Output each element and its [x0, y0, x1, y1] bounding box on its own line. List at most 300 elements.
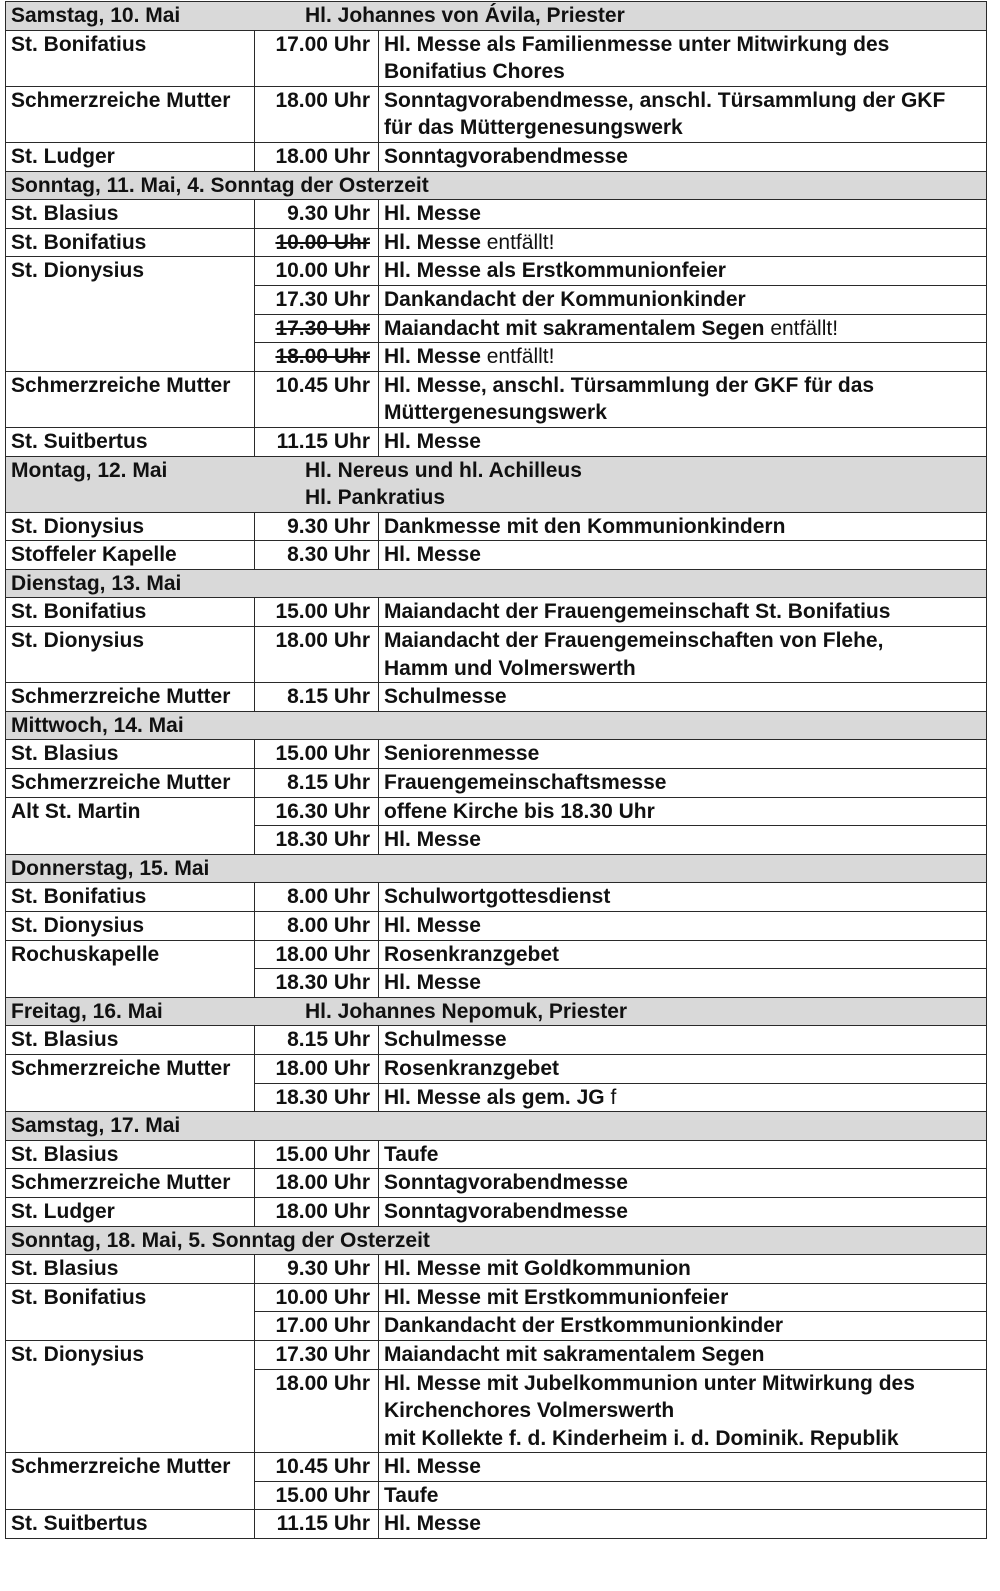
day-label: Donnerstag, 15. Mai	[11, 856, 210, 880]
service-time-cell	[255, 1340, 379, 1369]
description-text: offene Kirche bis 18.30 Uhr	[384, 799, 655, 823]
service-time: 18.00 Uhr	[275, 345, 370, 369]
description-text: Hl. Messe	[384, 1512, 481, 1536]
church-location: Rochuskapelle	[6, 940, 255, 997]
service-description	[379, 1140, 987, 1169]
service-time: 18.00 Uhr	[275, 942, 370, 966]
church-location: St. Dionysius	[6, 1340, 255, 1452]
service-note: entfällt!	[486, 345, 555, 369]
description-line	[384, 969, 981, 997]
church-location: St. Bonifatius	[6, 30, 255, 86]
service-description	[379, 228, 987, 257]
service-time: 15.00 Uhr	[275, 742, 370, 766]
day-header-cell	[6, 1226, 987, 1255]
description-line	[384, 343, 981, 371]
description-line	[384, 372, 981, 400]
description-text: Hl. Messe	[384, 345, 481, 369]
description-line	[384, 683, 981, 711]
description-text: Schulwortgottesdienst	[384, 885, 611, 909]
service-description	[379, 1283, 987, 1312]
description-line	[384, 1198, 981, 1226]
description-line	[384, 912, 981, 940]
service-description	[379, 683, 987, 712]
service-row	[6, 683, 987, 712]
description-line	[384, 1026, 981, 1054]
service-time: 18.00 Uhr	[275, 144, 370, 168]
service-row	[6, 769, 987, 798]
service-description	[379, 1026, 987, 1055]
service-row	[6, 427, 987, 456]
church-location: St. Blasius	[6, 740, 255, 769]
service-time: 17.00 Uhr	[275, 32, 370, 56]
service-time: 17.30 Uhr	[275, 1342, 370, 1366]
service-note: entfällt!	[770, 316, 839, 340]
service-row	[6, 1140, 987, 1169]
service-time: 18.30 Uhr	[275, 828, 370, 852]
description-text: Schulmesse	[384, 685, 507, 709]
service-row	[6, 1453, 987, 1482]
day-label: Samstag, 17. Mai	[11, 1114, 181, 1138]
description-text: Hl. Messe	[384, 914, 481, 937]
description-text: Maiandacht der Frauengemeinschaften von Flehe,	[384, 629, 884, 653]
description-text: Kirchenchores Volmerswerth	[384, 1399, 675, 1423]
service-description	[379, 769, 987, 798]
service-row	[6, 1283, 987, 1312]
service-time-cell	[255, 1255, 379, 1284]
description-text: Hl. Messe	[384, 230, 481, 254]
description-text: Rosenkranzgebet	[384, 1056, 560, 1080]
service-time-cell	[255, 598, 379, 627]
service-time: 18.30 Uhr	[275, 1085, 370, 1109]
description-line	[384, 1141, 981, 1169]
service-time-cell	[255, 1481, 379, 1510]
service-description	[379, 257, 987, 286]
church-location: St. Dionysius	[6, 257, 255, 371]
service-time: 8.00 Uhr	[287, 914, 370, 937]
service-time: 15.00 Uhr	[275, 1483, 370, 1507]
service-time-cell	[255, 1140, 379, 1169]
description-line	[384, 541, 981, 569]
service-time: 8.15 Uhr	[287, 1028, 370, 1052]
church-location: Schmerzreiche Mutter	[6, 371, 255, 427]
day-header-row	[6, 2, 987, 31]
service-description	[379, 912, 987, 941]
service-description	[379, 86, 987, 142]
church-location: St. Ludger	[6, 1197, 255, 1226]
service-description	[379, 1169, 987, 1198]
church-location: St. Blasius	[6, 1026, 255, 1055]
description-line	[384, 200, 981, 228]
church-location: St. Dionysius	[6, 627, 255, 683]
description-line	[384, 1255, 981, 1283]
description-text: Seniorenmesse	[384, 742, 540, 766]
description-text: Taufe	[384, 1483, 439, 1507]
description-line	[384, 257, 981, 285]
service-time-cell	[255, 314, 379, 343]
day-header-cell	[6, 456, 987, 512]
service-description	[379, 1197, 987, 1226]
church-location: Schmerzreiche Mutter	[6, 1054, 255, 1111]
service-description	[379, 427, 987, 456]
day-feast	[305, 998, 627, 1026]
church-location: St. Suitbertus	[6, 427, 255, 456]
description-text: Hl. Messe mit Jubelkommunion unter Mitwirkung des	[384, 1371, 915, 1395]
description-text: Sonntagvorabendmesse	[384, 144, 628, 168]
church-location: Stoffeler Kapelle	[6, 541, 255, 570]
gottesdienst-schedule-table	[5, 1, 987, 1539]
description-line	[384, 315, 981, 343]
service-time: 9.30 Uhr	[287, 202, 370, 226]
service-time: 8.15 Uhr	[287, 685, 370, 709]
service-description	[379, 883, 987, 912]
description-line	[384, 1370, 981, 1398]
church-location: St. Bonifatius	[6, 598, 255, 627]
service-row	[6, 86, 987, 142]
service-time: 18.00 Uhr	[275, 88, 370, 112]
service-time: 10.00 Uhr	[275, 259, 370, 283]
service-row	[6, 883, 987, 912]
service-time: 18.00 Uhr	[275, 1056, 370, 1080]
description-line	[384, 1169, 981, 1197]
church-location: St. Dionysius	[6, 512, 255, 541]
service-time-cell	[255, 797, 379, 826]
service-time-cell	[255, 142, 379, 171]
day-label: Freitag, 16. Mai	[11, 999, 163, 1023]
service-description	[379, 343, 987, 372]
church-location: St. Dionysius	[6, 912, 255, 941]
service-description	[379, 598, 987, 627]
description-text: Hl. Messe	[384, 202, 481, 226]
service-time: 11.15 Uhr	[276, 1512, 370, 1536]
day-header-row	[6, 997, 987, 1026]
service-description	[379, 1312, 987, 1341]
service-time-cell	[255, 627, 379, 683]
service-row	[6, 627, 987, 683]
service-time-cell	[255, 883, 379, 912]
service-time-cell	[255, 969, 379, 998]
service-row	[6, 1255, 987, 1284]
service-description	[379, 142, 987, 171]
description-line	[384, 399, 981, 427]
description-text: Hl. Messe mit Erstkommunionfeier	[384, 1285, 729, 1309]
schedule-body	[6, 2, 987, 1539]
description-text: Hl. Messe	[384, 828, 481, 852]
description-text: Hl. Messe	[384, 543, 481, 567]
description-line	[384, 1312, 981, 1340]
service-time-cell	[255, 940, 379, 969]
church-location: St. Ludger	[6, 142, 255, 171]
description-text: Hl. Messe, anschl. Türsammlung der GKF für das	[384, 373, 875, 397]
day-label: Samstag, 10. Mai	[11, 4, 181, 27]
service-time-cell	[255, 1283, 379, 1312]
service-time: 18.00 Uhr	[275, 1371, 370, 1395]
description-line	[384, 1510, 981, 1538]
service-description	[379, 969, 987, 998]
service-time-cell	[255, 1453, 379, 1482]
service-time: 16.30 Uhr	[275, 799, 370, 823]
service-description	[379, 314, 987, 343]
service-row	[6, 228, 987, 257]
day-header-row	[6, 456, 987, 512]
service-description	[379, 1510, 987, 1539]
church-location: Schmerzreiche Mutter	[6, 86, 255, 142]
service-time-cell	[255, 343, 379, 372]
day-header-cell	[6, 1112, 987, 1141]
day-header-cell	[6, 569, 987, 598]
service-time: 15.00 Uhr	[275, 1142, 370, 1166]
description-line	[384, 1453, 981, 1481]
feast-line: Hl. Nereus und hl. Achilleus	[305, 458, 582, 482]
service-time: 8.15 Uhr	[287, 771, 370, 795]
service-description	[379, 1083, 987, 1112]
service-description	[379, 1255, 987, 1284]
service-row	[6, 740, 987, 769]
description-text: Rosenkranzgebet	[384, 942, 560, 966]
service-description	[379, 541, 987, 570]
description-text: Hl. Messe	[384, 429, 481, 453]
description-text: Maiandacht mit sakramentalem Segen	[384, 316, 765, 340]
description-line	[384, 87, 981, 115]
day-header-cell	[6, 997, 987, 1026]
service-time-cell	[255, 1312, 379, 1341]
description-line	[384, 655, 981, 683]
description-text: Hl. Messe	[384, 971, 481, 995]
service-row	[6, 940, 987, 969]
service-time: 17.30 Uhr	[275, 287, 370, 311]
church-location: St. Blasius	[6, 1255, 255, 1284]
day-feast	[305, 457, 582, 512]
description-text: Maiandacht mit sakramentalem Segen	[384, 1342, 765, 1366]
service-description	[379, 740, 987, 769]
service-row	[6, 30, 987, 86]
service-time: 9.30 Uhr	[287, 514, 370, 538]
description-text: Hl. Messe	[384, 1455, 481, 1479]
description-line	[384, 798, 981, 826]
description-line	[384, 286, 981, 314]
description-line	[384, 428, 981, 456]
service-row	[6, 257, 987, 286]
service-note: f	[610, 1085, 617, 1109]
service-time: 10.00 Uhr	[275, 1285, 370, 1309]
service-time: 10.45 Uhr	[275, 373, 370, 397]
service-description	[379, 627, 987, 683]
day-header-cell	[6, 854, 987, 883]
service-description	[379, 1481, 987, 1510]
church-location: Schmerzreiche Mutter	[6, 769, 255, 798]
description-text: Schulmesse	[384, 1028, 507, 1052]
description-line	[384, 941, 981, 969]
church-location: St. Blasius	[6, 200, 255, 229]
service-description	[379, 512, 987, 541]
description-line	[384, 769, 981, 797]
description-text: Dankandacht der Kommunionkinder	[384, 287, 746, 311]
description-line	[384, 598, 981, 626]
service-time: 18.30 Uhr	[275, 971, 370, 995]
description-line	[384, 513, 981, 541]
description-line	[384, 31, 981, 59]
service-time: 8.00 Uhr	[287, 885, 370, 909]
description-text: Hl. Messe als gem. JG	[384, 1085, 605, 1109]
service-time-cell	[255, 1054, 379, 1083]
service-time-cell	[255, 826, 379, 855]
service-description	[379, 1369, 987, 1453]
service-time: 15.00 Uhr	[275, 600, 370, 624]
church-location: St. Blasius	[6, 1140, 255, 1169]
description-text: Hl. Messe als Familienmesse unter Mitwirkung des	[384, 32, 890, 56]
service-time-cell	[255, 257, 379, 286]
service-time: 11.15 Uhr	[276, 429, 370, 453]
description-line	[384, 1425, 981, 1453]
description-text: Dankmesse mit den Kommunionkindern	[384, 514, 786, 538]
service-description	[379, 940, 987, 969]
description-line	[384, 1284, 981, 1312]
service-time-cell	[255, 86, 379, 142]
service-description	[379, 30, 987, 86]
service-description	[379, 1340, 987, 1369]
service-time-cell	[255, 1369, 379, 1453]
description-line	[384, 1482, 981, 1510]
service-time-cell	[255, 285, 379, 314]
service-time-cell	[255, 541, 379, 570]
description-text: Sonntagvorabendmesse, anschl. Türsammlung der GKF	[384, 88, 946, 112]
day-header-cell	[6, 711, 987, 740]
description-text: Hamm und Volmerswerth	[384, 656, 636, 680]
service-row	[6, 1340, 987, 1369]
service-description	[379, 285, 987, 314]
church-location: St. Suitbertus	[6, 1510, 255, 1539]
service-row	[6, 1026, 987, 1055]
description-text: Sonntagvorabendmesse	[384, 1171, 628, 1195]
service-time: 18.00 Uhr	[275, 1199, 370, 1223]
description-text: Sonntagvorabendmesse	[384, 1199, 628, 1223]
day-header-row	[6, 1112, 987, 1141]
description-line	[384, 883, 981, 911]
service-time-cell	[255, 228, 379, 257]
description-line	[384, 1055, 981, 1083]
day-label: Montag, 12. Mai	[11, 458, 168, 482]
church-location: Schmerzreiche Mutter	[6, 1453, 255, 1510]
description-text: Maiandacht der Frauengemeinschaft St. Bonifatius	[384, 600, 891, 624]
service-time-cell	[255, 1510, 379, 1539]
service-row	[6, 512, 987, 541]
service-row	[6, 371, 987, 427]
service-row	[6, 1197, 987, 1226]
service-time: 9.30 Uhr	[287, 1257, 370, 1281]
service-time-cell	[255, 1197, 379, 1226]
description-text: Dankandacht der Erstkommunionkinder	[384, 1314, 784, 1338]
feast-line: Hl. Johannes von Ávila, Priester	[305, 4, 625, 27]
service-time: 8.30 Uhr	[287, 543, 370, 567]
service-time-cell	[255, 1169, 379, 1198]
description-line	[384, 229, 981, 257]
day-label: Mittwoch, 14. Mai	[11, 713, 184, 737]
description-text: Hl. Messe mit Goldkommunion	[384, 1257, 691, 1281]
service-description	[379, 371, 987, 427]
church-location: Schmerzreiche Mutter	[6, 683, 255, 712]
description-text: Taufe	[384, 1142, 439, 1166]
service-row	[6, 598, 987, 627]
day-header-row	[6, 711, 987, 740]
service-row	[6, 797, 987, 826]
service-time: 18.00 Uhr	[275, 629, 370, 653]
service-time: 18.00 Uhr	[275, 1171, 370, 1195]
service-description	[379, 826, 987, 855]
description-line	[384, 826, 981, 854]
church-location: St. Bonifatius	[6, 1283, 255, 1340]
description-line	[384, 1341, 981, 1369]
service-description	[379, 1054, 987, 1083]
church-location: St. Bonifatius	[6, 883, 255, 912]
description-text: Frauengemeinschaftsmesse	[384, 771, 667, 795]
description-text: Bonifatius Chores	[384, 60, 565, 84]
day-header-row	[6, 854, 987, 883]
description-line	[384, 627, 981, 655]
service-time-cell	[255, 740, 379, 769]
description-line	[384, 114, 981, 142]
day-header-cell	[6, 171, 987, 200]
service-time: 10.00 Uhr	[275, 230, 370, 254]
service-row	[6, 1510, 987, 1539]
service-row	[6, 912, 987, 941]
day-header-cell	[6, 2, 987, 31]
description-text: Hl. Messe als Erstkommunionfeier	[384, 259, 726, 283]
service-row	[6, 200, 987, 229]
day-header-row	[6, 171, 987, 200]
service-time-cell	[255, 912, 379, 941]
service-row	[6, 1169, 987, 1198]
feast-line: Hl. Johannes Nepomuk, Priester	[305, 999, 628, 1023]
service-row	[6, 142, 987, 171]
description-text: Müttergenesungswerk	[384, 401, 607, 425]
service-note: entfällt!	[486, 230, 555, 254]
day-header-row	[6, 1226, 987, 1255]
day-header-row	[6, 569, 987, 598]
service-time-cell	[255, 200, 379, 229]
service-time-cell	[255, 683, 379, 712]
service-time: 17.30 Uhr	[275, 316, 370, 340]
description-line	[384, 740, 981, 768]
service-time-cell	[255, 371, 379, 427]
church-location: Alt St. Martin	[6, 797, 255, 854]
service-row	[6, 1054, 987, 1083]
church-location: Schmerzreiche Mutter	[6, 1169, 255, 1198]
service-time: 10.45 Uhr	[275, 1455, 370, 1479]
service-time: 17.00 Uhr	[275, 1314, 370, 1338]
description-text: für das Müttergenesungswerk	[384, 116, 683, 140]
day-label: Dienstag, 13. Mai	[11, 571, 182, 595]
day-label: Sonntag, 18. Mai, 5. Sonntag der Osterzeit	[11, 1228, 430, 1252]
service-time-cell	[255, 1083, 379, 1112]
day-label: Sonntag, 11. Mai, 4. Sonntag der Osterzeit	[11, 173, 429, 197]
service-description	[379, 1453, 987, 1482]
church-location: St. Bonifatius	[6, 228, 255, 257]
service-description	[379, 797, 987, 826]
description-text: mit Kollekte f. d. Kinderheim i. d. Dominik. Republik	[384, 1426, 899, 1450]
service-description	[379, 200, 987, 229]
description-line	[384, 58, 981, 86]
description-line	[384, 1397, 981, 1425]
service-time-cell	[255, 769, 379, 798]
service-time-cell	[255, 1026, 379, 1055]
service-time-cell	[255, 427, 379, 456]
service-time-cell	[255, 512, 379, 541]
service-time-cell	[255, 30, 379, 86]
feast-line: Hl. Pankratius	[305, 486, 446, 510]
day-feast	[305, 2, 625, 30]
description-line	[384, 1084, 981, 1112]
service-row	[6, 541, 987, 570]
description-line	[384, 143, 981, 171]
